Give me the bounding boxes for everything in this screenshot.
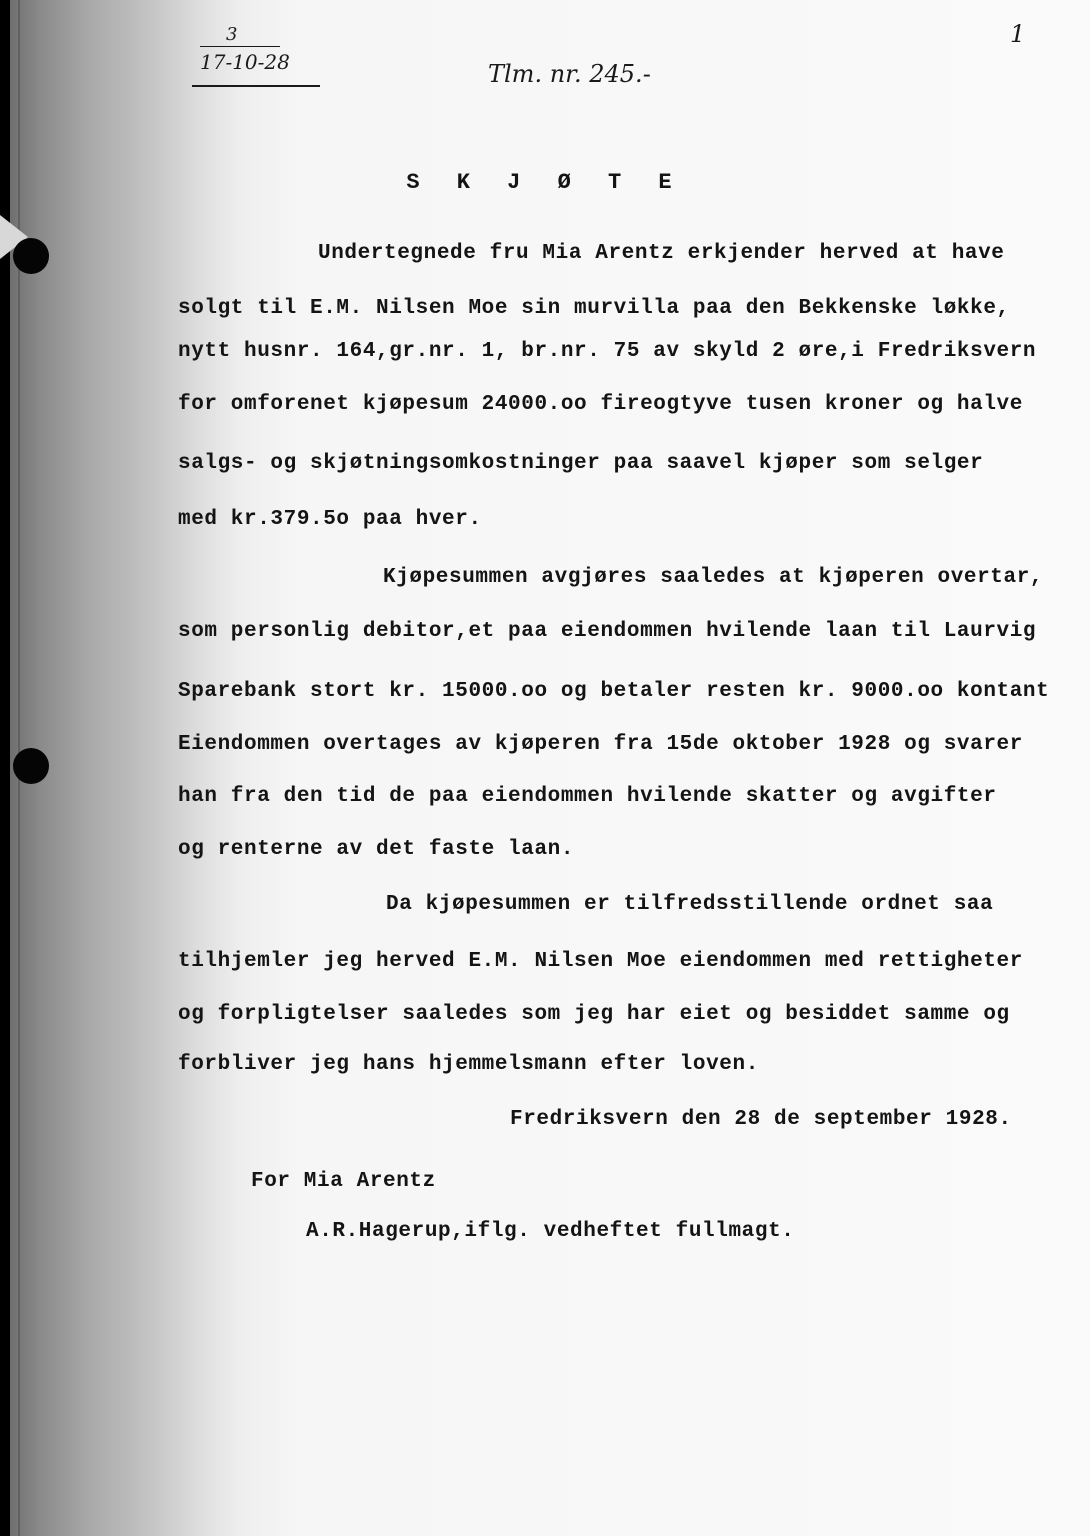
body-line: Sparebank stort kr. 15000.oo og betaler resten kr. 9000.oo kontant [178,680,1050,703]
body-line: med kr.379.5o paa hver. [178,508,482,531]
body-line: og forpligtelser saaledes som jeg har eiet og besiddet samme og [178,1003,1010,1026]
body-line: som personlig debitor,et paa eiendommen hvilende laan til Laurvig [178,620,1037,643]
signature-for: For Mia Arentz [251,1170,436,1193]
signatory: A.R.Hagerup,iflg. vedheftet fullmagt. [306,1220,795,1243]
body-line: for omforenet kjøpesum 24000.oo fireogtyve tusen kroner og halve [178,393,1023,416]
body-line: Eiendommen overtages av kjøperen fra 15de oktober 1928 og svarer [178,733,1023,756]
body-line: nytt husnr. 164,gr.nr. 1, br.nr. 75 av skyld 2 øre,i Fredriksvern [178,340,1037,363]
punch-hole-top [13,238,49,274]
body-line: han fra den tid de paa eiendommen hvilende skatter og avgifter [178,785,997,808]
body-line: forbliver jeg hans hjemmelsmann efter loven. [178,1053,759,1076]
body-line: tilhjemler jeg herved E.M. Nilsen Moe eiendommen med rettigheter [178,950,1023,973]
annotation-reference: Tlm. nr. 245.- [488,60,651,88]
body-line: salgs- og skjøtningsomkostninger paa saavel kjøper som selger [178,452,984,475]
annotation-rule [200,46,280,47]
annotation-date: 17-10-28 [200,50,290,74]
document-title: S K J Ø T E [406,170,684,195]
date-underline [192,85,320,87]
place-and-date: Fredriksvern den 28 de september 1928. [510,1108,1012,1131]
annotation-number: 3 [226,24,238,45]
page-number: 1 [1010,20,1026,48]
punch-hole-bottom [13,748,49,784]
body-line: Undertegnede fru Mia Arentz erkjender herved at have [318,242,1005,265]
body-line: og renterne av det faste laan. [178,838,575,861]
body-line: Kjøpesummen avgjøres saaledes at kjøperen overtar, [383,566,1044,589]
body-line: Da kjøpesummen er tilfredsstillende ordnet saa [386,893,994,916]
body-line: solgt til E.M. Nilsen Moe sin murvilla paa den Bekkenske løkke, [178,297,1010,320]
